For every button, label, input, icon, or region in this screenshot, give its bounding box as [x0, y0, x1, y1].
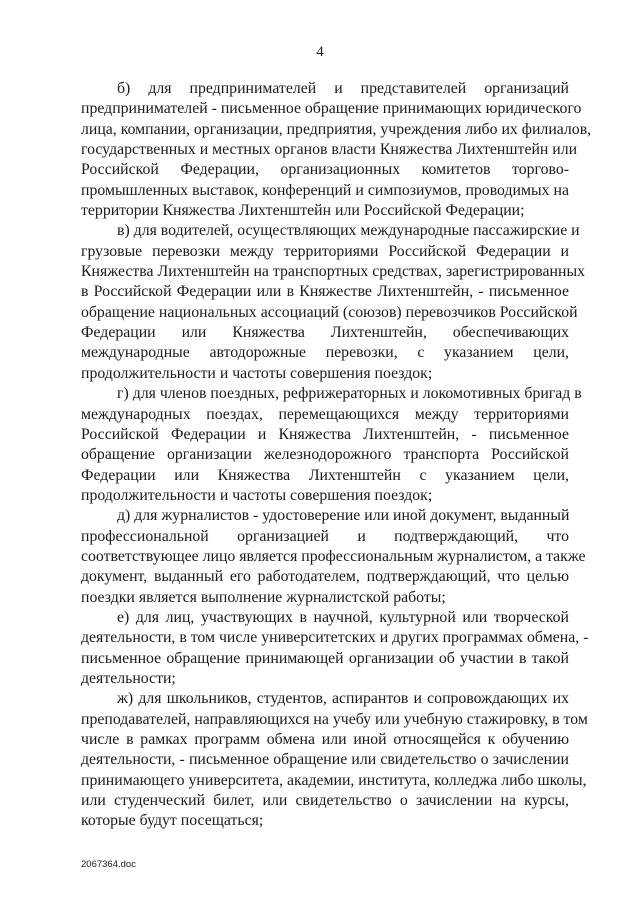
paragraph-line: лица, компании, организации, предприятия, учреждения либо их филиалов,: [81, 120, 592, 138]
paragraph-line: Федерации или Княжества Лихтенштейн, обеспечивающих: [81, 324, 569, 342]
paragraph-zh: [81, 689, 588, 831]
paragraph-line: документ, выданный его работодателем, подтверждающий, что целью: [81, 568, 569, 586]
paragraph-line: обращение национальных ассоциаций (союзов) перевозчиков Российской: [81, 303, 578, 321]
paragraph-line: е) для лиц, участвующих в научной, культурной или творческой: [117, 608, 569, 626]
paragraph-line: Княжества Лихтенштейн на транспортных средствах, зарегистрированных: [81, 263, 585, 281]
paragraph-b: [81, 79, 592, 221]
paragraph-line: продолжительности и частоты совершения поездок;: [81, 364, 433, 382]
paragraph-line: Российской Федерации и Княжества Лихтенштейн, - письменное: [81, 425, 569, 443]
paragraph-line: числе в рамках программ обмена или иной относящейся к обучению: [81, 731, 569, 748]
paragraph-v: [81, 221, 585, 384]
paragraph-line: обращение организации железнодорожного транспорта Российской: [81, 446, 569, 464]
paragraph-line: соответствующее лицо является профессиональным журналистом, а также: [81, 547, 586, 565]
paragraph-line: деятельности, в том числе университетских и других программах обмена, -: [81, 629, 589, 647]
paragraph-e: [81, 608, 589, 689]
paragraph-line: ж) для школьников, студентов, аспирантов и сопровождающих их: [117, 690, 569, 708]
paragraph-line: продолжительности и частоты совершения поездок;: [81, 486, 433, 504]
paragraph-line: письменное обращение принимающей организации об участии в такой: [81, 649, 569, 667]
paragraph-g: [81, 384, 582, 506]
paragraph-line: Федерации или Княжества Лихтенштейн с указанием цели,: [81, 466, 569, 484]
paragraph-line: в Российской Федерации или в Княжестве Лихтенштейн, - письменное: [81, 283, 569, 301]
paragraph-line: преподавателей, направляющихся на учебу или учебную стажировку, в том: [81, 710, 588, 728]
paragraph-line: поездки является выполнение журналистской работы;: [81, 588, 446, 606]
paragraph-line: грузовые перевозки между территориями Российской Федерации и: [81, 242, 569, 260]
footer-filename: 2067364.doc: [81, 859, 136, 870]
paragraph-line: или студенческий билет, или свидетельство о зачислении на курсы,: [81, 792, 569, 810]
paragraph-line: д) для журналистов - удостоверение или иной документ, выданный: [117, 507, 570, 525]
paragraph-line: территории Княжества Лихтенштейн или Российской Федерации;: [81, 202, 525, 220]
paragraph-line: международных поездах, перемещающихся между территориями: [81, 405, 569, 423]
paragraph-line: деятельности;: [81, 669, 176, 687]
document-body: [81, 79, 592, 832]
paragraph-line: Российской Федерации, организационных комитетов торгово-: [81, 161, 569, 179]
paragraph-d: [81, 506, 586, 608]
page-number: 4: [316, 44, 324, 60]
paragraph-line: в) для водителей, осуществляющих международные пассажирские и: [117, 222, 580, 240]
paragraph-line: государственных и местных органов власти Княжества Лихтенштейн или: [81, 141, 578, 159]
paragraph-line: г) для членов поездных, рефрижераторных и локомотивных бригад в: [117, 385, 582, 403]
paragraph-line: принимающего университета, академии, института, колледжа либо школы,: [81, 771, 587, 789]
paragraph-line: б) для предпринимателей и представителей организаций: [117, 80, 569, 97]
paragraph-line: деятельности, - письменное обращение или свидетельство о зачислении: [81, 751, 569, 769]
paragraph-line: которые будут посещаться;: [81, 812, 264, 830]
paragraph-line: предпринимателей - письменное обращение принимающих юридического: [81, 100, 582, 118]
paragraph-line: промышленных выставок, конференций и симпозиумов, проводимых на: [81, 181, 569, 199]
paragraph-line: международные автодорожные перевозки, с указанием цели,: [81, 344, 569, 362]
paragraph-line: профессиональной организацией и подтверждающий, что: [81, 527, 569, 545]
